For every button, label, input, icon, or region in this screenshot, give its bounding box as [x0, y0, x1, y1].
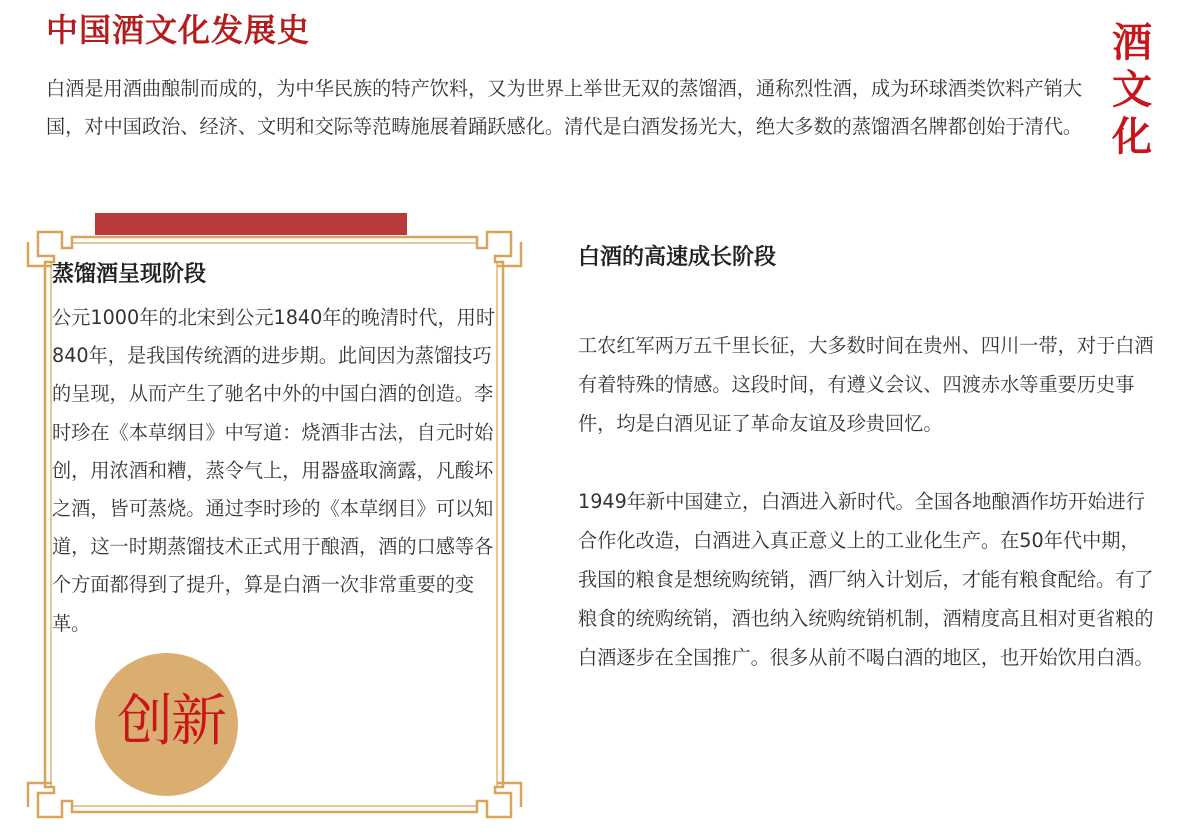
vertical-title-char: 文	[1112, 67, 1152, 113]
page-title: 中国酒文化发展史	[46, 11, 311, 49]
right-section-paragraph: 工农红军两万五千里长征，大多数时间在贵州、四川一带，对于白酒有着特殊的情感。这段时间，有遵义会议、四渡赤水等重要历史事件，均是白酒见证了革命友谊及珍贵回忆。	[578, 334, 1154, 435]
seal-text: 创新	[117, 689, 225, 754]
decorative-red-bar	[95, 213, 407, 235]
vertical-title-char: 酒	[1112, 20, 1152, 66]
vertical-title-char: 化	[1112, 114, 1152, 160]
right-section-title: 白酒的高速成长阶段	[578, 245, 777, 270]
left-section-title: 蒸馏酒呈现阶段	[52, 262, 207, 287]
vertical-title	[1108, 20, 1156, 161]
left-section-body: 公元1000年的北宋到公元1840年的晚清时代，用时840年，是我国传统酒的进步期。此间因为蒸馏技巧的呈现，从而产生了驰名中外的中国白酒的创造。李时珍在《本草纲目》中写道：烧酒非古法，自元时始创，用浓酒和糟，蒸令气上，用器盛取滴露，凡酸坏之酒，皆可蒸烧。通过李时珍的《本草纲目》可以知道，这一时期蒸馏技术正式用于酿酒，酒的口感等各个方面都得到了提升，算是白酒一次非常重要的变革。	[52, 306, 496, 635]
right-section-body	[578, 326, 1158, 677]
right-section-paragraph: 1949年新中国建立，白酒进入新时代。全国各地酿酒作坊开始进行合作化改造，白酒进入真正意义上的工业化生产。在50年代中期，我国的粮食是想统购统销，酒厂纳入计划后，才能有粮食配给。有了粮食的统购统销，酒也纳入统购统销机制，酒精度高且相对更省粮的白酒逐步在全国推广。很多从前不喝白酒的地区，也开始饮用白酒。	[578, 490, 1154, 669]
intro-paragraph: 白酒是用酒曲酿制而成的，为中华民族的特产饮料，又为世界上举世无双的蒸馏酒，通称烈性酒，成为环球酒类饮料产销大国，对中国政治、经济、文明和交际等范畴施展着踊跃感化。清代是白酒发扬光大，绝大多数的蒸馏酒名牌都创始于清代。	[46, 77, 1083, 138]
